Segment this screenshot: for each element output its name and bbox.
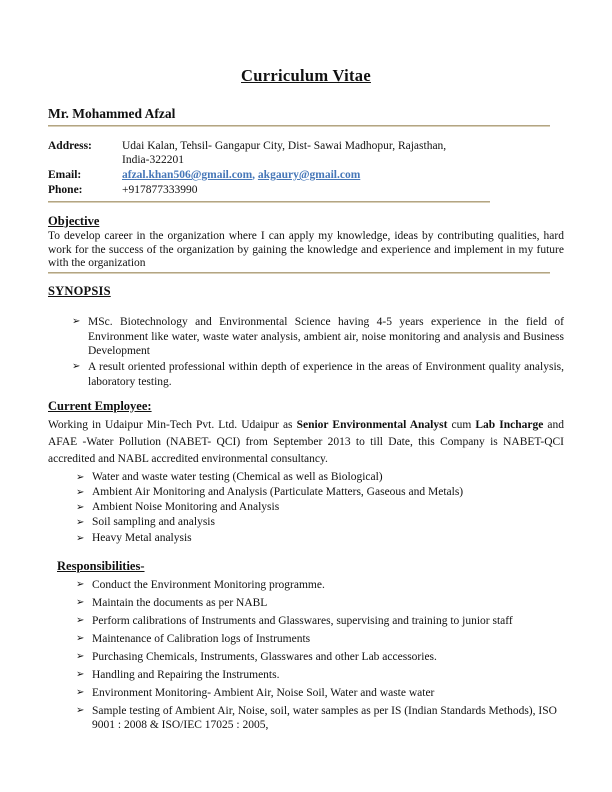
email-value [122,168,564,182]
arrow-bullet-icon: ➢ [76,532,85,544]
objective-heading: Objective [48,214,100,228]
list-item: ➢ Handling and Repairing the Instruments. [76,668,280,681]
objective-text: To develop career in the organization where I can apply my knowledge, ideas by contributing qualities, hard work for the success of the organization by gaining the knowledge and experience and implement in my future with the organization [48,230,564,270]
address-line-1: Udai Kalan, Tehsil- Gangapur City, Dist- Sawai Madhopur, Rajasthan, [122,140,447,152]
divider-under-contact [48,201,490,203]
arrow-bullet-icon: ➢ [76,486,85,498]
list-item: ➢ Water and waste water testing (Chemical as well as Biological) [74,470,564,485]
synopsis-list [48,315,564,390]
email-separator: , [252,169,258,181]
list-item: ➢ Environment Monitoring- Ambient Air, Noise Soil, Water and waste water [76,686,435,699]
arrow-bullet-icon: ➢ [76,632,85,644]
arrow-bullet-icon: ➢ [76,596,85,608]
email-label: Email: [48,169,82,181]
email-link-primary[interactable]: afzal.khan506@gmail.com [122,169,253,181]
list-item: ➢ A result oriented professional within depth of experience in the areas of Environment quality analysis, laboratory testing. [72,361,564,388]
current-employee-intro: Working in Udaipur Min-Tech Pvt. Ltd. Udaipur as Senior Environmental Analyst cum Lab Incharge and AFAE -Water Pollution (NABET- QCI) from September 2013 to till Date, this Company is NABET-QCI accredited and NABL accredited environmental consultancy. [48,418,565,465]
arrow-bullet-icon: ➢ [76,686,85,698]
list-item: ➢ Heavy Metal analysis [74,531,564,546]
arrow-bullet-icon: ➢ [72,361,81,373]
arrow-bullet-icon: ➢ [76,517,85,529]
current-employee-heading: Current Employee: [48,398,152,413]
arrow-bullet-icon: ➢ [76,614,85,626]
list-item: ➢ Sample testing of Ambient Air, Noise, soil, water samples as per IS (Indian Standards Methods), ISO 9001 : 2008 & ISO/IEC 17025 : 2005, [76,704,557,731]
list-item: ➢ Soil sampling and analysis [74,515,564,530]
current-employee-list [48,470,564,546]
list-item: ➢ Perform calibrations of Instruments and Glasswares, supervising and training to junior staff [76,614,513,627]
list-item: ➢ MSc. Biotechnology and Environmental Science having 4-5 years experience in the field of Environment like water, waste water analysis, ambient air, noise monitoring and analysis and Business Development [72,315,564,358]
arrow-bullet-icon: ➢ [76,650,85,662]
job-title-bold: Senior Environmental Analyst [296,418,448,431]
phone-label: Phone: [48,184,83,196]
address-line-2: India-322201 [122,154,184,166]
list-item: ➢ Maintenance of Calibration logs of Instruments [76,632,311,645]
arrow-bullet-icon: ➢ [76,502,85,514]
synopsis-heading: SYNOPSIS [48,283,111,298]
divider-under-objective [48,272,550,274]
arrow-bullet-icon: ➢ [76,668,85,680]
email-link-secondary[interactable]: akgaury@gmail.com [257,169,361,181]
list-item: ➢ Purchasing Chemicals, Instruments, Glasswares and other Lab accessories. [76,650,437,663]
person-name: Mr. Mohammed Afzal [48,106,176,121]
address-value [122,139,564,167]
list-item: ➢ Ambient Noise Monitoring and Analysis [74,500,564,515]
responsibilities-heading: Responsibilities- [57,558,145,573]
page-title: Curriculum Vitae [241,66,371,85]
arrow-bullet-icon: ➢ [76,578,85,590]
job-title-bold: Lab Incharge [475,418,544,431]
divider-under-name [48,125,550,127]
phone-value: +917877333990 [122,184,198,196]
contact-block [48,139,564,197]
address-label: Address: [48,140,92,152]
arrow-bullet-icon: ➢ [76,471,85,483]
list-item: ➢ Ambient Air Monitoring and Analysis (Particulate Matters, Gaseous and Metals) [74,485,564,500]
arrow-bullet-icon: ➢ [72,315,81,327]
list-item: ➢ Conduct the Environment Monitoring programme. [76,578,325,591]
list-item: ➢ Maintain the documents as per NABL [76,596,268,609]
arrow-bullet-icon: ➢ [76,704,85,716]
responsibilities-list [48,578,564,732]
